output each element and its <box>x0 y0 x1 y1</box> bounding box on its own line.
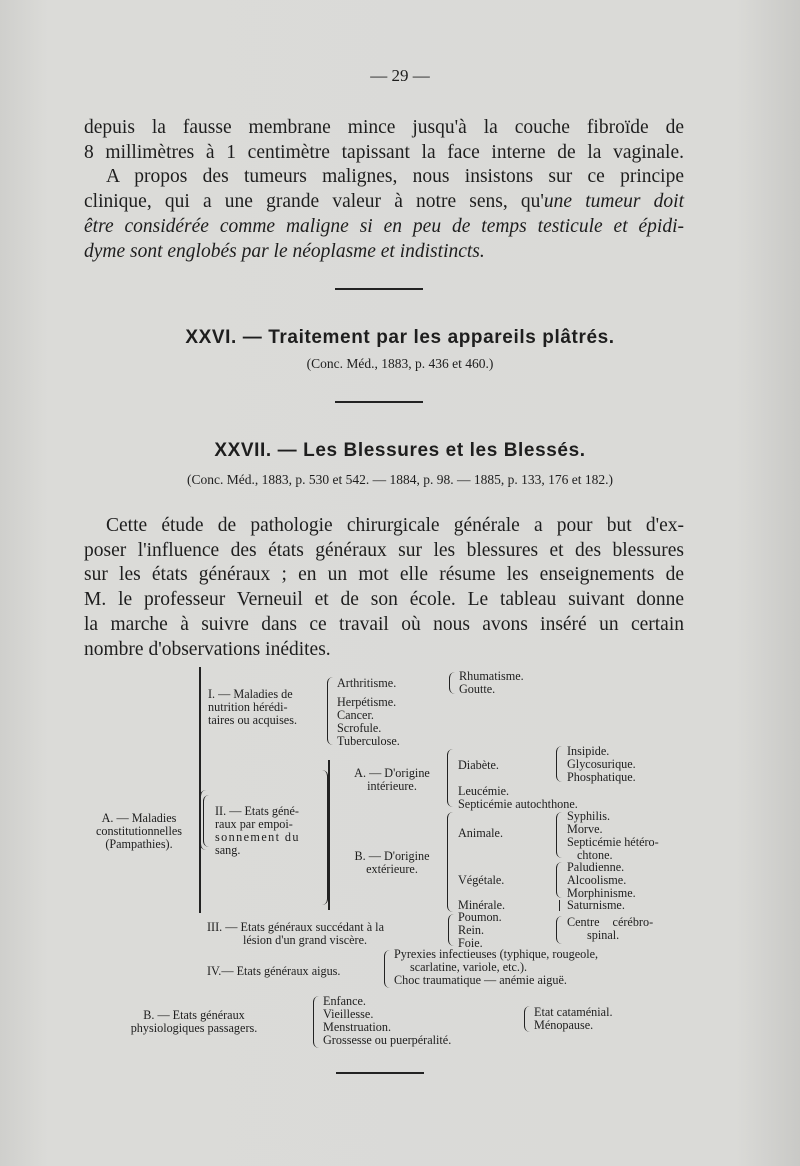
ii-b-label-line-1: B. — D'origine <box>354 849 430 863</box>
item-centre-cerebro: Centre cérébro- <box>567 915 654 929</box>
item-septicemie-heterochtone: Septicémie hétéro- <box>567 835 659 850</box>
a-label-line-1: A. — Maladies <box>101 811 177 825</box>
ii-left-brace <box>203 795 209 847</box>
ii-b-label <box>336 850 448 876</box>
ii-b-label-line-2: extérieure. <box>366 862 418 877</box>
b-brace <box>313 996 319 1048</box>
item-morphinisme: Morphinisme. <box>567 886 636 901</box>
ii-label-line-2: raux par empoi- <box>215 817 293 832</box>
b-label <box>108 1009 280 1035</box>
section-xxvii-body <box>84 514 684 662</box>
animale-label: Animale. <box>458 826 504 840</box>
item-phosphatique: Phosphatique. <box>567 770 636 785</box>
i-item-tuberculose: Tuberculose. <box>337 734 400 749</box>
item-chtone: chtone. <box>577 848 613 863</box>
item-saturnisme: Saturnisme. <box>567 898 625 912</box>
item-goutte: Goutte. <box>459 682 496 697</box>
a-label-line-3: (Pampathies). <box>105 837 173 852</box>
item-syphilis: Syphilis. <box>567 809 611 823</box>
body-line-5: la marche à suivre dans ce travail où nous avons inséré un certain <box>84 613 684 635</box>
intro-paragraph <box>84 116 684 264</box>
item-glycosurique: Glycosurique. <box>567 757 636 772</box>
diabete-items <box>567 745 636 784</box>
vegetale-items <box>567 861 636 900</box>
item-alcoolisme: Alcoolisme. <box>567 873 627 888</box>
item-rein: Rein. <box>458 923 485 938</box>
i-brace <box>327 677 333 745</box>
item-grossesse: Grossesse ou puerpéralité. <box>323 1033 452 1048</box>
iv-label: IV.— Etats généraux aigus. <box>207 964 341 978</box>
ii-label-line-4: sang. <box>215 843 241 858</box>
intro-line-2: 8 millimètres à 1 centimètre tapissant la face interne de la vaginale. <box>84 141 684 163</box>
item-menopause: Ménopause. <box>534 1018 594 1033</box>
i-label-line-3: taires ou acquises. <box>208 713 298 728</box>
a-vertical-rule <box>199 667 201 913</box>
ii-a-brace <box>447 749 453 807</box>
arthritisme-brace <box>449 672 455 694</box>
i-items <box>337 677 400 748</box>
ii-vertical-rule <box>328 760 330 910</box>
ii-label <box>215 805 300 857</box>
a-label <box>80 812 198 851</box>
body-line-6: nombre d'observations inédites. <box>84 638 331 660</box>
iii-items <box>458 911 502 950</box>
item-etat-catamenial: Etat cataménial. <box>534 1005 613 1019</box>
intro-line-5: être considérée comme maligne si en peu de temps testicule et épidi- <box>84 215 684 237</box>
body-line-4: M. le professeur Verneuil et de son école. Le tableau suivant donne <box>84 589 684 611</box>
item-scarlatine: scarlatine, variole, etc.). <box>410 960 528 975</box>
item-choc-traumatique: Choc traumatique — anémie aiguë. <box>394 973 567 988</box>
section-xxvi-title: XXVI. — Traitement par les appareils plâtrés. <box>185 327 615 348</box>
i-label <box>208 688 297 727</box>
vegetale-label: Végétale. <box>458 873 505 887</box>
iii-label <box>207 921 384 947</box>
page-number: — 29 — <box>370 66 430 85</box>
intro-italic-start: une tumeur doit <box>543 191 684 213</box>
vegetale-brace <box>556 862 562 898</box>
intro-line-6: dyme sont englobés par le néoplasme et indistincts. <box>84 240 485 262</box>
b-label-line-1: B. — Etats généraux <box>143 1008 245 1022</box>
body-line-1: Cette étude de pathologie chirurgicale générale a pour but d'ex- <box>106 515 684 536</box>
item-foie: Foie. <box>458 936 483 951</box>
iii-brace <box>448 914 454 946</box>
item-rhumatisme: Rhumatisme. <box>459 669 524 683</box>
item-enfance: Enfance. <box>323 994 366 1008</box>
animale-brace <box>556 812 562 858</box>
i-label-line-2: nutrition hérédi- <box>208 700 288 715</box>
intro-line-4-roman: clinique, qui a une grande valeur à notre sens, qu' <box>84 191 544 213</box>
diabete-brace <box>556 746 562 782</box>
iii-label-line-1: III. — Etats généraux succédant à la <box>207 920 384 934</box>
ii-label-line-3: sonnement du <box>215 830 300 845</box>
arthritisme-items <box>459 670 524 696</box>
i-item-cancer: Cancer. <box>337 708 374 723</box>
minerale-rule <box>559 900 560 911</box>
b-right-items <box>534 1006 613 1032</box>
ii-a-label <box>336 767 448 793</box>
section-xxvii-citation: (Conc. Méd., 1883, p. 530 et 542. — 1884, p. 98. — 1885, p. 133, 176 et 182.) <box>187 472 613 487</box>
item-insipide: Insipide. <box>567 744 610 758</box>
minerale-label: Minérale. <box>458 898 506 912</box>
body-line-3: sur les états généraux ; en un mot elle résume les enseignements de <box>84 564 684 586</box>
b-right-brace <box>524 1006 530 1032</box>
diabete-label: Diabète. <box>458 758 499 772</box>
item-pyrexies: Pyrexies infectieuses (typhique, rougeole, <box>394 947 599 961</box>
intro-line-1: depuis la fausse membrane mince jusqu'à la couche fibroïde de <box>84 117 684 138</box>
divider-2 <box>335 401 423 403</box>
animale-items <box>567 810 659 862</box>
intro-line-3: A propos des tumeurs malignes, nous insistons sur ce principe <box>106 166 684 188</box>
ii-a-label-line-2: intérieure. <box>367 779 417 794</box>
item-morve: Morve. <box>567 822 603 837</box>
leucemie-label: Leucémie. <box>458 784 510 798</box>
section-xxvii-title: XXVII. — Les Blessures et les Blessés. <box>214 440 586 461</box>
ii-a-label-line-1: A. — D'origine <box>354 766 430 780</box>
item-paludienne: Paludienne. <box>567 860 625 874</box>
i-label-line-1: I. — Maladies de <box>208 687 293 701</box>
septicemie-autochthone-label: Septicémie autochthone. <box>458 797 578 811</box>
item-spinal: spinal. <box>587 928 620 943</box>
b-items <box>323 995 451 1047</box>
a-label-line-2: constitutionnelles <box>96 824 182 839</box>
item-vieillesse: Vieillesse. <box>323 1007 374 1022</box>
divider-3 <box>336 1072 424 1074</box>
intro-line-4 <box>84 190 684 215</box>
divider-1 <box>335 288 423 290</box>
b-label-line-2: physiologiques passagers. <box>130 1021 258 1036</box>
iii-right-items <box>567 916 653 942</box>
i-item-scrofule: Scrofule. <box>337 721 382 736</box>
iii-label-line-2: lésion d'un grand viscère. <box>243 933 368 948</box>
body-line-2: poser l'influence des états généraux sur les blessures et des blessures <box>84 539 684 561</box>
ii-label-line-1: II. — Etats géné- <box>215 804 299 818</box>
iv-items <box>394 948 598 987</box>
i-item-arthritisme: Arthritisme. <box>337 676 397 690</box>
ii-b-brace <box>447 812 453 912</box>
section-xxvi-citation: (Conc. Méd., 1883, p. 436 et 460.) <box>306 356 494 371</box>
iv-brace <box>384 950 390 988</box>
item-menstruation: Menstruation. <box>323 1020 392 1035</box>
i-item-herpetisme: Herpétisme. <box>337 695 397 710</box>
iii-right-brace <box>556 916 562 944</box>
item-poumon: Poumon. <box>458 910 502 924</box>
